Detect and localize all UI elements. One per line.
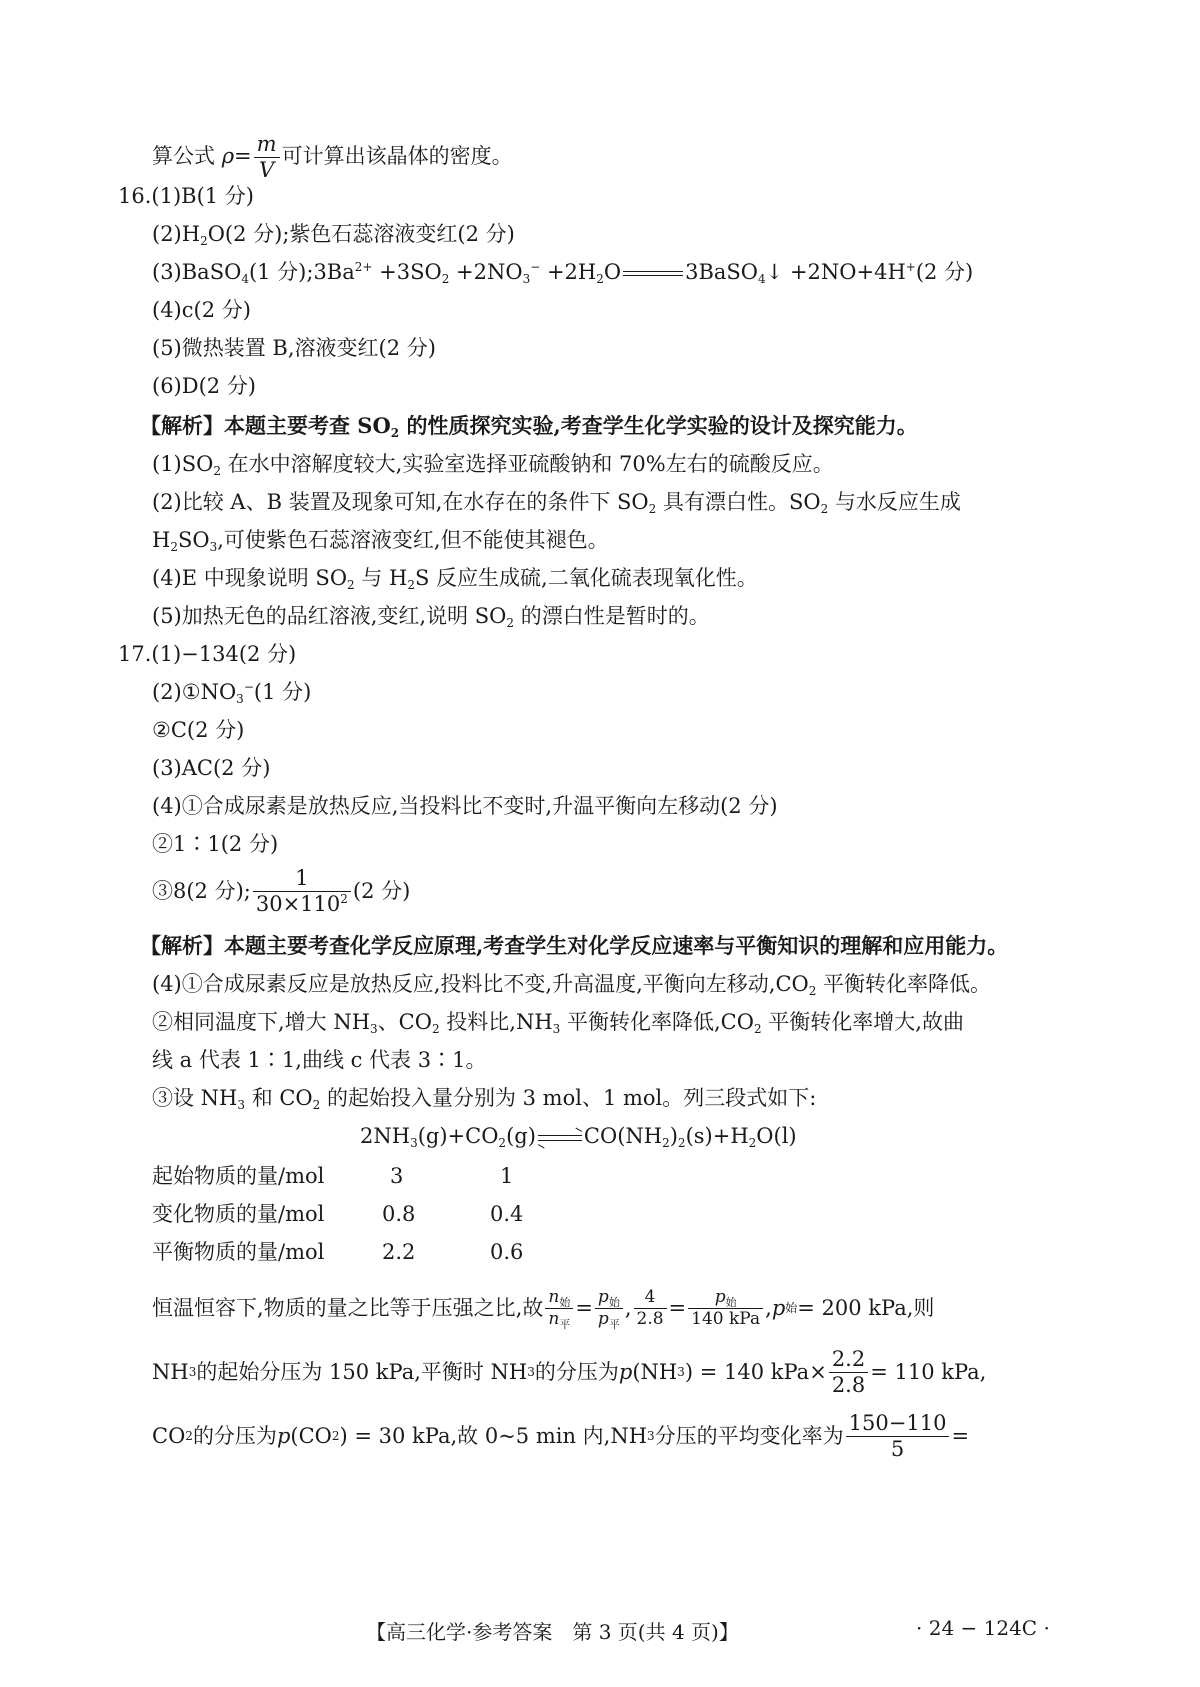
table-cell-nh3: 0.8 <box>382 1202 416 1226</box>
q17-explain-4: ③设 $NH_3$ 和 $CO_2$ 的起始投入量分别为 3 mol、1 mol。列三段式如下: <box>152 1086 817 1112</box>
q16-explain-1: $(1)SO_2$ 在水中溶解度较大,实验室选择亚硫酸钠和 70%左右的硫酸反应。 <box>152 452 834 478</box>
nh3-pressure-line: NH 3 的起始分压为 150 kPa,平衡时 NH 3 的分压为 p (NH 3 ) = 140 kPa× $\frac{2.2}{2.8}$ = 110 kPa, <box>152 1346 987 1397</box>
table-cell-co2: 1 <box>500 1164 514 1188</box>
q17-answer-3: (3)AC(2 分) <box>152 756 271 780</box>
table-row-label: 变化物质的量/mol <box>152 1202 325 1226</box>
initial-pressure-fraction: $\frac{p_始}{\text{140 kPa}}$ <box>688 1289 763 1328</box>
q16-answer-2: $(2)H_2O(2$ 分);紫色石蕊溶液变红(2 分) <box>152 222 515 248</box>
value-ratio-fraction: $\frac{4}{2.8}$ <box>634 1289 667 1328</box>
q16-answer-4: (4)c(2 分) <box>152 298 251 322</box>
footer-code: · 24 − 124C · <box>916 1616 1050 1640</box>
nh3-ratio-fraction: $\frac{2.2}{2.8}$ <box>829 1349 868 1396</box>
co2-pressure-line: CO 2 的分压为 p (CO 2 ) = 30 kPa,故 0~5 min 内,NH 3 分压的平均变化率为 $\frac{150-110}{5}$ = <box>152 1410 970 1461</box>
q17-answer-4b: ②1∶1(2 分) <box>152 832 279 856</box>
q16-answer-5: (5)微热装置 B,溶液变红(2 分) <box>152 336 436 360</box>
q16-explain-2-cont: $H_2SO_3$,可使紫色石蕊溶液变红,但不能使其褪色。 <box>152 528 609 554</box>
q16-explain-2: (2)比较 A、B 装置及现象可知,在水存在的条件下 $SO_2$ 具有漂白性。$SO_2$ 与水反应生成 <box>152 490 961 516</box>
q17-answer-2b: ②C(2 分) <box>152 718 245 742</box>
q17-explain-2: ②相同温度下,增大 $NH_3$、$CO_2$ 投料比$,NH_3$ 平衡转化率降低$,CO_2$ 平衡转化率增大,故曲 <box>152 1010 964 1036</box>
q17-answer-1: 17.(1)−134(2 分) <box>118 642 297 666</box>
table-row-label: 起始物质的量/mol <box>152 1164 325 1188</box>
kp-fraction: $\frac{1}{30\times 110^2}$ <box>253 868 351 915</box>
q16-analysis-heading: 【解析】本题主要考查 $SO_2$ 的性质探究实验,考查学生化学实验的设计及探究能力。 <box>140 413 918 440</box>
table-cell-co2: 0.6 <box>490 1240 524 1264</box>
pressure-ratio-fraction: $\frac{p_始}{p_平}$ <box>595 1289 623 1328</box>
q17-answer-4: (4)①合成尿素是放热反应,当投料比不变时,升温平衡向左移动(2 分) <box>152 794 778 818</box>
q17-answer-2: $(2)①NO_3^-(1$ 分) <box>152 680 312 706</box>
q16-answer-3: (3)BaSO$_4$(1 分)$;3Ba^{2+} +3SO_2 +2NO_3^- +2H_2O$ 3BaSO$_4$↓ +2NO+4H+(2 分) <box>152 260 974 286</box>
q17-answer-4c: ③8(2 分); $\frac{1}{30\times 110^2}$ (2 分) <box>152 865 411 916</box>
rate-fraction: $\frac{150-110}{5}$ <box>846 1413 950 1460</box>
table-cell-co2: 0.4 <box>490 1202 524 1226</box>
q16-explain-5: (5)加热无色的品红溶液,变红,说明 $SO_2$ 的漂白性是暂时的。 <box>152 604 710 630</box>
equilibrium-arrow-icon <box>538 1132 582 1144</box>
formula-line: 算公式 ρ= $\frac{m}{V}$ 可计算出该晶体的密度。 <box>152 132 513 182</box>
table-row-label: 平衡物质的量/mol <box>152 1240 325 1264</box>
q17-explain-1: (4)①合成尿素反应是放热反应,投料比不变,升高温度,平衡向左移动$,CO_2$ 平衡转化率降低。 <box>152 972 992 998</box>
precipitate-arrow-icon: ↓ <box>765 260 784 284</box>
mole-ratio-fraction: $\frac{n_始}{n_平}$ <box>545 1289 573 1328</box>
q17-explain-3: 线 a 代表 1∶1,曲线 c 代表 3∶1。 <box>152 1048 487 1072</box>
q16-explain-4: (4)E 中现象说明 $SO_2$ 与 $H_2S$ 反应生成硫,二氧化硫表现氧化性。 <box>152 566 758 592</box>
table-cell-nh3: 3 <box>390 1164 404 1188</box>
density-fraction: $\frac{m}{V}$ <box>254 134 280 181</box>
q16-answer-6: (6)D(2 分) <box>152 374 257 398</box>
synthesis-equation: $2NH_3(g)+CO_2(g)$ $CO(NH_2)_2(s)+H_2O(l)$ <box>360 1124 797 1150</box>
q17-analysis-heading: 【解析】本题主要考查化学反应原理,考查学生对化学反应速率与平衡知识的理解和应用能力。 <box>140 933 1009 958</box>
q16-answer-1: 16.(1)B(1 分) <box>118 184 254 208</box>
table-cell-nh3: 2.2 <box>382 1240 416 1264</box>
reaction-equals-sign <box>623 269 683 279</box>
footer-title: 【高三化学·参考答案 第 3 页(共 4 页)】 <box>366 1620 739 1644</box>
pressure-ratio-line: 恒温恒容下,物质的量之比等于压强之比,故 $\frac{n_始}{n_平}$ = $\frac{p_始}{p_平}$ , $\frac{4}{2.8}$ = $\frac{p_始}{\text{140 kPa}}$ , p 始 = 200 kPa,则 <box>152 1286 935 1331</box>
